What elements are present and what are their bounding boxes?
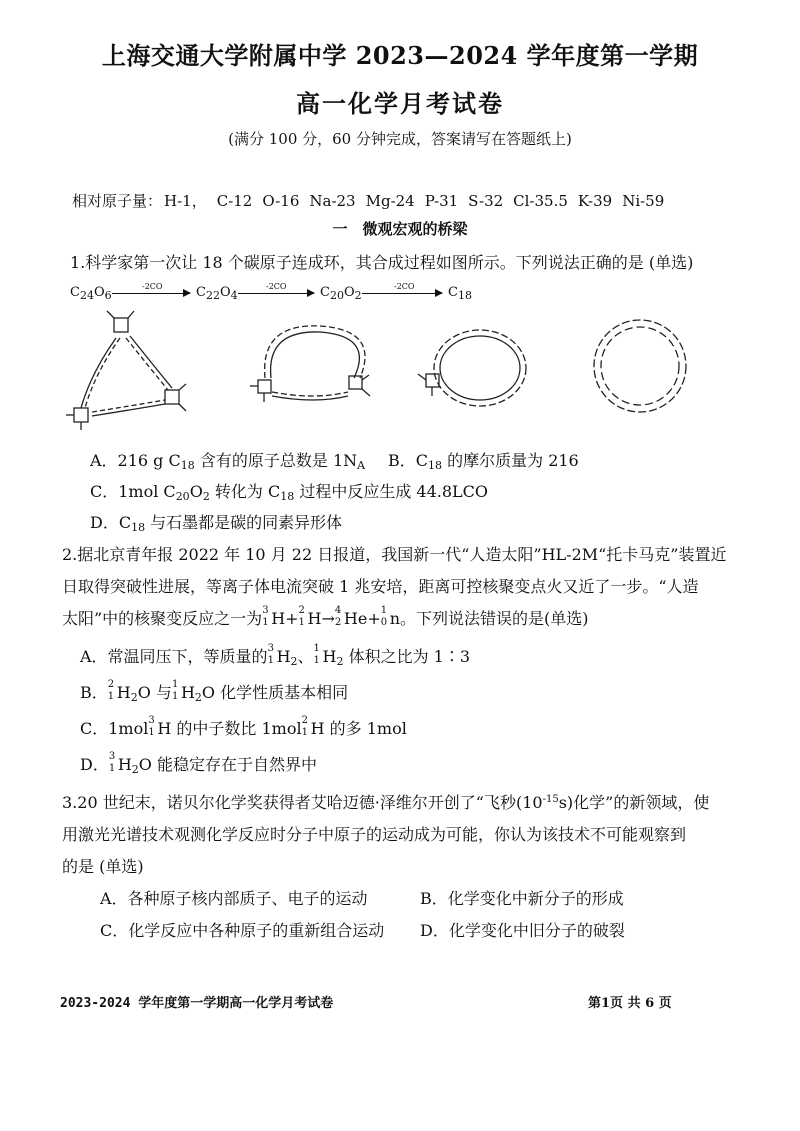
molecule-c20o2: [418, 330, 526, 406]
molecule-c24o6: [66, 311, 186, 430]
mass-item: Mg-24: [365, 192, 415, 210]
q3-option-b[interactable]: B．化学变化中新分子的形成: [420, 889, 624, 908]
relative-atomic-masses: [72, 190, 674, 211]
q1-stem: 1.科学家第一次让 18 个碳原子连成环，其合成过程如图所示。下列说法正确的是 (单选): [70, 253, 694, 272]
q1-option-a[interactable]: A．216 g $C_{18}$ 含有的原子总数是 $1N_A$: [90, 451, 366, 472]
reaction-scheme: [70, 282, 510, 304]
mass-item: O-16: [262, 192, 300, 210]
q1-option-c[interactable]: C．1mol $C_{20}O_2$ 转化为 $C_{18}$ 过程中反应生成 44.8LCO: [90, 482, 489, 503]
q1-option-d[interactable]: D．$C_{18}$ 与石墨都是碳的同素异形体: [90, 513, 343, 534]
q3-stem-line3: 的是 (单选): [62, 857, 144, 876]
q3-option-c[interactable]: C．化学反应中各种原子的重新组合运动: [100, 921, 385, 940]
q2-stem-line1: 2.据北京青年报 2022 年 10 月 22 日报道，我国新一代“人造太阳”HL-2M“托卡马克”装置近: [62, 545, 727, 564]
mass-item: S-32: [468, 192, 504, 210]
footer-exam-name: 2023-2024 学年度第一学期高一化学月考试卷: [60, 996, 334, 1011]
exam-title-line2: 高一化学月考试卷: [296, 89, 504, 118]
mass-item: Na-23: [309, 192, 356, 210]
q2-option-b[interactable]: B． 2 1 $H_2O$ 与 1 1 $H_2O$ 化学性质基本相同: [80, 678, 349, 704]
section-heading: 一 微观宏观的桥梁: [332, 220, 468, 238]
q3-option-d[interactable]: D．化学变化中旧分子的破裂: [420, 921, 625, 940]
q3-stem-line2: 用激光光谱技术观测化学反应时分子中原子的运动成为可能，你认为该技术不可能观察到: [62, 825, 687, 844]
q2-stem-line2: 日取得突破性进展，等离子体电流突破 1 兆安培，距离可控核聚变点火又近了一步。“人造: [62, 577, 699, 596]
mass-item: K-39: [577, 192, 613, 210]
q1-option-b[interactable]: B．$C_{18}$ 的摩尔质量为 216: [388, 451, 579, 472]
mass-item: H-1，: [164, 192, 207, 210]
mass-item: C-12: [216, 192, 253, 210]
q3-stem-line1: 3.20 世纪末，诺贝尔化学奖获得者艾哈迈德·泽维尔开创了“飞秒$(10^{-15}s)$化学”的新领域，使: [62, 793, 710, 812]
exam-note: (满分 100 分，60 分钟完成，答案请写在答题纸上): [228, 130, 572, 148]
q2-option-c[interactable]: C．1mol 3 1 H 的中子数比 1mol 2 1 H 的多 1mol: [80, 714, 407, 738]
molecule-c22o4: [250, 326, 370, 402]
q2-option-d[interactable]: D． 3 1 $H_2O$ 能稳定存在于自然界中: [80, 750, 318, 776]
molecule-c18: [594, 320, 686, 412]
species-c22o4: $C_{22}O_4$: [196, 285, 238, 302]
mass-item: P-31: [424, 192, 459, 210]
footer-page-number: 第1页 共 6 页: [588, 996, 672, 1011]
reaction-arrow: [112, 293, 190, 294]
mass-item: Ni-59: [622, 192, 665, 210]
molecule-structures: [60, 308, 700, 438]
mass-item: Cl-35.5: [513, 192, 568, 210]
reaction-arrow: [362, 293, 442, 294]
masses-label: 相对原子量：: [72, 192, 163, 210]
arrow-label: -2CO: [142, 282, 163, 291]
species-c18: $C_{18}$: [448, 285, 472, 302]
q3-option-a[interactable]: A．各种原子核内部质子、电子的运动: [100, 889, 368, 908]
reaction-arrow: [238, 293, 314, 294]
q2-option-a[interactable]: A．常温同压下，等质量的 3 1 $H_2$、 1 1 $H_2$ 体积之比为 1∶3: [80, 642, 471, 668]
arrow-label: -2CO: [394, 282, 415, 291]
arrow-label: -2CO: [266, 282, 287, 291]
species-c24o6: $C_{24}O_6$: [70, 285, 112, 302]
q2-stem-line3: 太阳”中的核聚变反应之一为 3 1 H+ 2 1 H→ 4 2 He+ 1 0 n。下列说法错误的是(单选): [62, 604, 589, 628]
exam-title-line1: 上海交通大学附属中学 2023—2024 学年度第一学期: [101, 41, 699, 70]
species-c20o2: $C_{20}O_2$: [320, 285, 362, 302]
